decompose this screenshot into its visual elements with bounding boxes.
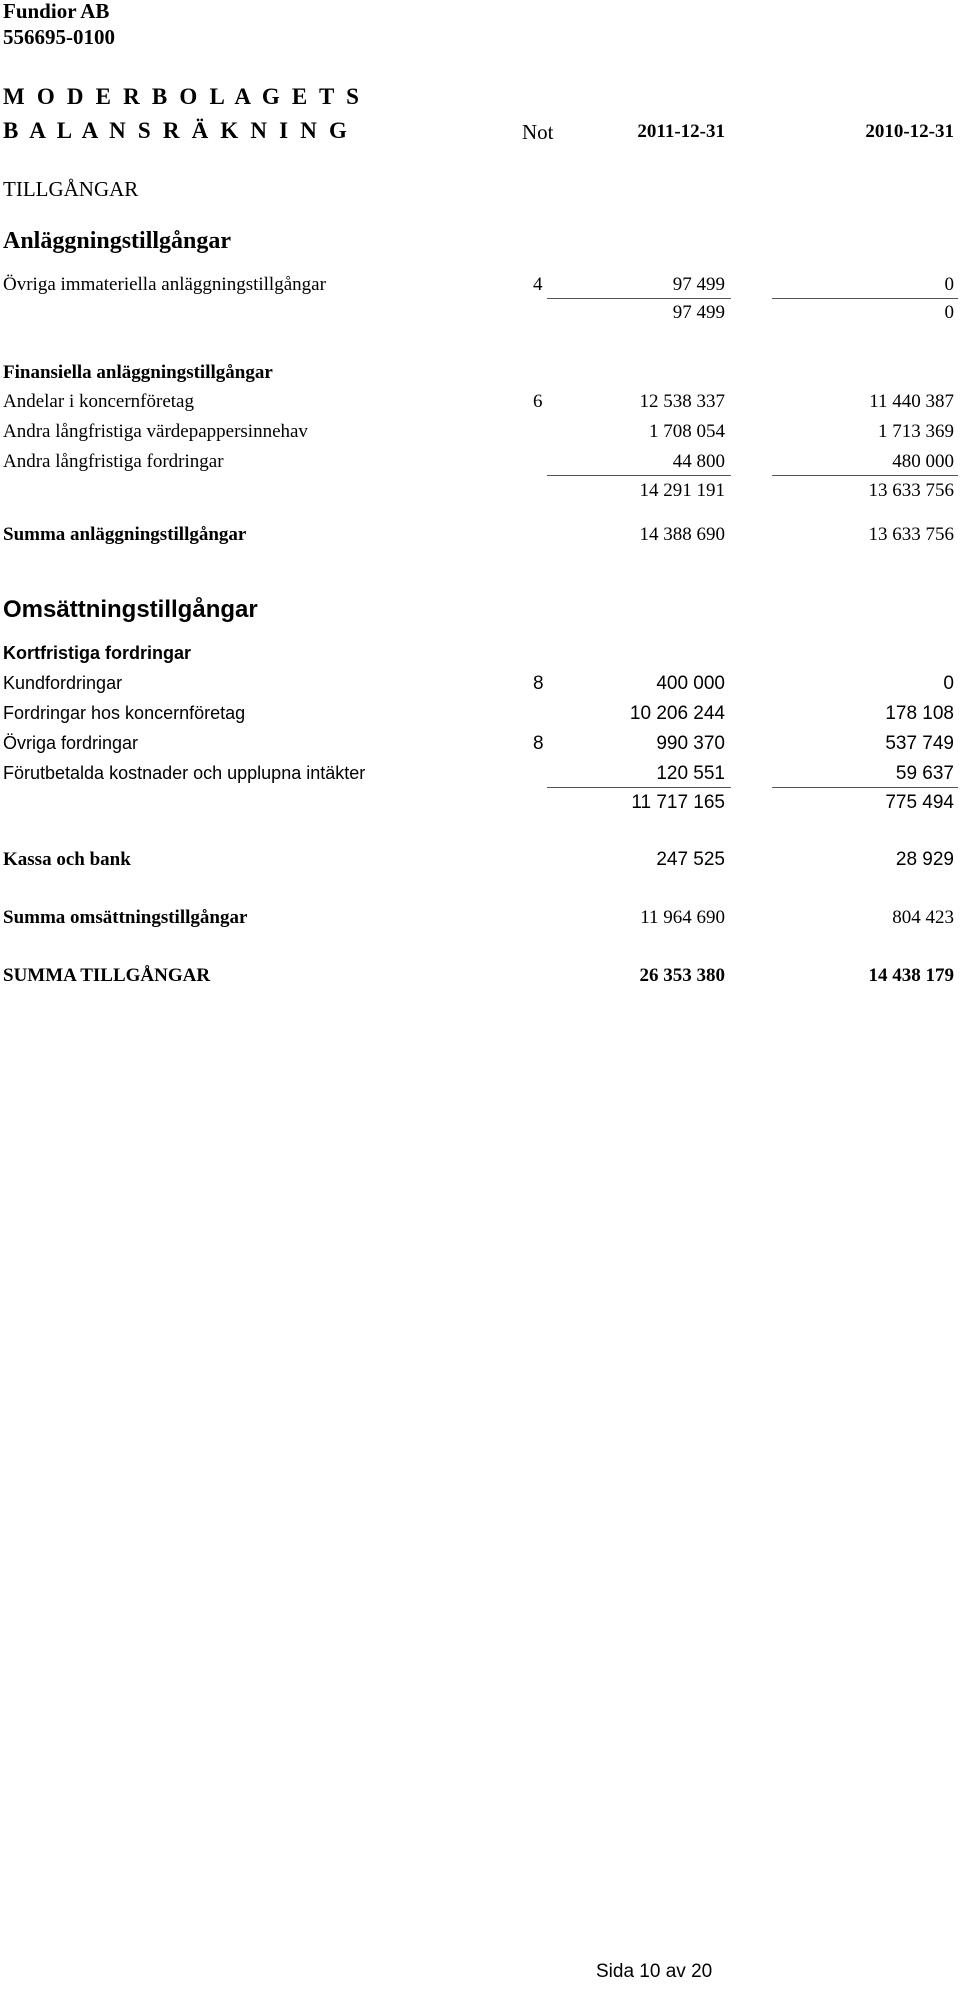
value-2011: 10 206 244 — [629, 703, 725, 724]
value-2010: 178 108 — [885, 703, 954, 724]
page-title-line2: B A L A N S R Ä K N I N G — [3, 118, 351, 143]
subtotal-2011: 14 291 191 — [639, 480, 725, 501]
row-label: Övriga immateriella anläggningstillgångar — [3, 274, 326, 295]
company-orgnr: 556695-0100 — [3, 25, 115, 49]
row-label: Andelar i koncernföretag — [3, 391, 194, 412]
assets-heading: TILLGÅNGAR — [3, 177, 139, 201]
subtotal-rule — [547, 787, 731, 788]
row-note: 4 — [533, 274, 543, 295]
receivables-heading: Kortfristiga fordringar — [3, 643, 192, 663]
row-label: Andra långfristiga värdepappersinnehav — [3, 421, 308, 442]
value-2011: 1 708 054 — [649, 421, 725, 442]
row-label: Kundfordringar — [3, 673, 123, 693]
grand-total-2010: 14 438 179 — [868, 965, 954, 986]
subtotal-rule — [772, 298, 958, 299]
subtotal-rule — [772, 475, 958, 476]
value-2010: 537 749 — [885, 733, 954, 754]
value-2010: 1 713 369 — [878, 421, 954, 442]
total-label: Summa omsättningstillgångar — [3, 907, 248, 928]
subtotal-2010: 13 633 756 — [868, 480, 954, 501]
total-2010: 13 633 756 — [868, 524, 954, 545]
value-2010: 0 — [943, 673, 954, 694]
cash-2011: 247 525 — [656, 849, 725, 870]
fixed-assets-heading: Anläggningstillgångar — [3, 228, 232, 254]
total-label: Summa anläggningstillgångar — [3, 524, 247, 545]
total-2011: 14 388 690 — [639, 524, 725, 545]
value-2011: 97 499 — [672, 274, 725, 295]
row-label: Fordringar hos koncernföretag — [3, 703, 246, 723]
cash-label: Kassa och bank — [3, 849, 131, 870]
value-2011: 120 551 — [656, 763, 725, 784]
subtotal-2011: 97 499 — [672, 302, 725, 323]
page-number: Sida 10 av 20 — [596, 1961, 713, 1982]
value-2011: 12 538 337 — [639, 391, 725, 412]
value-2011: 990 370 — [656, 733, 725, 754]
year-2011-header: 2011-12-31 — [637, 121, 725, 142]
value-2010: 480 000 — [892, 451, 954, 472]
grand-total-2011: 26 353 380 — [639, 965, 725, 986]
subtotal-rule — [547, 298, 731, 299]
subtotal-rule — [547, 475, 731, 476]
subtotal-2011: 11 717 165 — [631, 792, 725, 813]
row-label: Andra långfristiga fordringar — [3, 451, 224, 472]
company-name: Fundior AB — [3, 0, 110, 23]
year-2010-header: 2010-12-31 — [865, 121, 954, 142]
value-2011: 44 800 — [672, 451, 725, 472]
value-2010: 59 637 — [895, 763, 954, 784]
row-note: 8 — [533, 733, 544, 754]
value-2010: 0 — [944, 274, 954, 295]
total-2010: 804 423 — [892, 907, 954, 928]
row-note: 8 — [533, 673, 544, 694]
page-title-line1: M O D E R B O L A G E T S — [3, 84, 363, 109]
subtotal-rule — [772, 787, 958, 788]
grand-total-label: SUMMA TILLGÅNGAR — [3, 965, 211, 986]
row-label: Förutbetalda kostnader och upplupna intäkter — [3, 763, 366, 783]
value-2011: 400 000 — [656, 673, 725, 694]
row-note: 6 — [533, 391, 543, 412]
cash-2010: 28 929 — [895, 849, 954, 870]
total-2011: 11 964 690 — [640, 907, 725, 928]
current-assets-heading: Omsättningstillgångar — [3, 596, 258, 623]
financial-assets-heading: Finansiella anläggningstillgångar — [3, 362, 273, 383]
subtotal-2010: 0 — [944, 302, 954, 323]
row-label: Övriga fordringar — [3, 733, 139, 753]
note-column-header: Not — [522, 120, 554, 144]
subtotal-2010: 775 494 — [885, 792, 954, 813]
value-2010: 11 440 387 — [869, 391, 954, 412]
